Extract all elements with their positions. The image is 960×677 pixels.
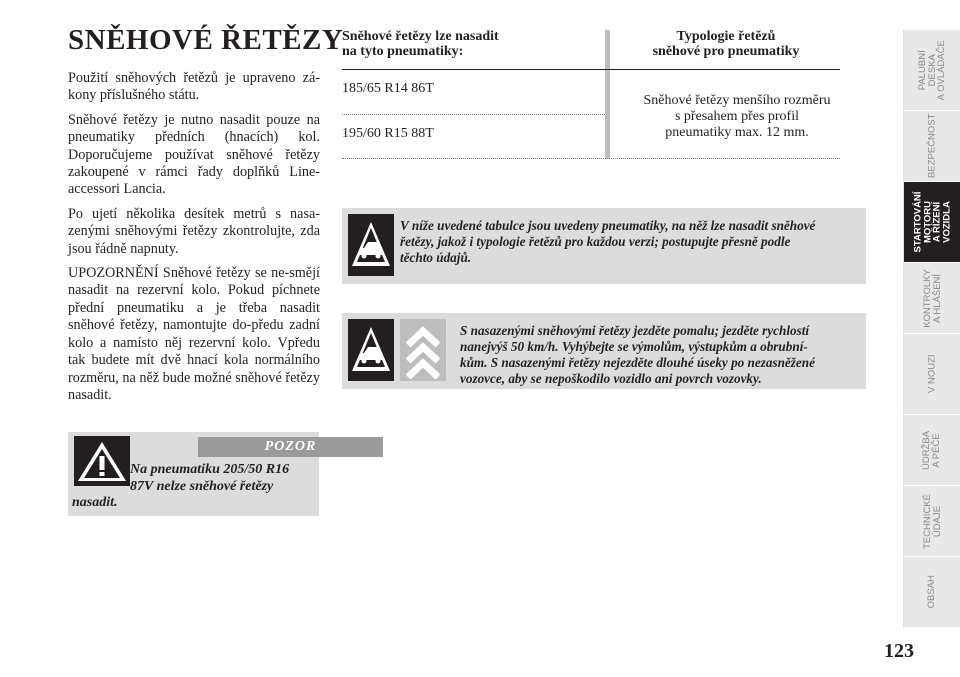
paragraph: Použití sněhových řetězů je upraveno zá-kony příslušného státu. bbox=[68, 70, 320, 104]
tab-bezpecnost[interactable] bbox=[903, 111, 960, 181]
tab-obsah[interactable] bbox=[903, 557, 960, 627]
page-number: 123 bbox=[884, 640, 914, 662]
warning-text: Na pneumatiku 205/50 R16 87V nelze sněhové řetězy nasadit. bbox=[72, 462, 290, 510]
table-cell-tyre: 185/65 R14 86T bbox=[342, 81, 434, 96]
tab-label: KONTROLKY A HLÁŠENÍ bbox=[921, 268, 943, 328]
table-header-rule bbox=[342, 69, 840, 70]
tab-label: TECHNICKÉ ÚDAJE bbox=[921, 493, 942, 549]
note-box bbox=[342, 208, 866, 284]
car-icon bbox=[348, 214, 394, 276]
tab-technicke-udaje[interactable] bbox=[903, 486, 960, 556]
tab-v-nouzi[interactable] bbox=[903, 334, 960, 414]
tab-palubni-deska[interactable] bbox=[903, 30, 960, 110]
page-title: SNĚHOVÉ ŘETĚZY bbox=[68, 24, 344, 56]
body-text bbox=[68, 70, 320, 411]
tab-label: STARTOVÁNÍ MOTORU A ŘÍZENÍ VOZIDLA bbox=[912, 191, 952, 253]
table-bottom-rule bbox=[342, 158, 840, 159]
tab-label: V NOUZI bbox=[926, 354, 938, 394]
tab-label: ÚDRŽBA A PÉČE bbox=[921, 430, 942, 470]
car-icon bbox=[348, 319, 394, 381]
tab-kontrolky[interactable] bbox=[903, 263, 960, 333]
tab-label: BEZPEČNOST bbox=[926, 113, 938, 179]
table-column-divider bbox=[605, 30, 610, 159]
note-text: S nasazenými sněhovými řetězy jezděte pomalu; jezděte rychlostí nanejvýš 50 km/h. Vyhýbejte se výmolům, výstupkům a obrubní- kům. S nasazenými řetězy nejezděte dlouhé úseky po nezasněžené vozovce, aby se nepoškodilo vozidlo ani povrch vozovky. bbox=[460, 323, 815, 386]
paragraph: UPOZORNĚNÍ Sněhové řetězy se ne-smějí nasadit na rezervní kolo. Pokud píchnete přední pneumatiku a je třeba nasadit sněhové řetězy, namontujte do-předu zadní kolo a namísto něj rezervní kolo. Vpředu tak budete mít dvě hnací kola normálního rozměru, na něž bude možné sněhové řetězy nasadit. bbox=[68, 265, 320, 403]
note-text: V níže uvedené tabulce jsou uvedeny pneumatiky, na něž lze nasadit sněhové řetězy, jakož i typologie řetězů pro každou verzi; postupujte přesně podle těchto údajů. bbox=[400, 218, 816, 265]
table-cell-chain-type: Sněhové řetězy menšího rozměru s přesahem přes profil pneumatiky max. 12 mm. bbox=[643, 93, 831, 140]
tab-udrzba[interactable] bbox=[903, 415, 960, 485]
paragraph: Po ujetí několika desítek metrů s nasa-zenými sněhovými řetězy zkontrolujte, zda jsou řádně napnuty. bbox=[68, 205, 320, 257]
tab-startovani-motoru[interactable] bbox=[903, 182, 960, 262]
paragraph: Sněhové řetězy je nutno nasadit pouze na pneumatiky předních (hnacích) kol. Doporučujeme používat sněhové řetězy zakoupené v rámci řady doplňků Line-accessori Lancia. bbox=[68, 111, 320, 198]
warning-label: POZOR bbox=[198, 437, 383, 457]
warning-box bbox=[68, 432, 319, 516]
chevron-up-icon bbox=[400, 319, 446, 381]
tab-label: PALUBNÍ DESKA A OVLÁDAČE bbox=[916, 39, 947, 101]
table-header-tyres: Sněhové řetězy lze nasadit na tyto pneumatiky: bbox=[342, 29, 499, 59]
tab-label: OBSAH bbox=[926, 575, 938, 609]
table-header-chain-type: Typologie řetězů sněhové pro pneumatiky bbox=[652, 29, 800, 59]
table-cell-tyre: 195/60 R15 88T bbox=[342, 126, 434, 141]
note-box bbox=[342, 313, 866, 389]
table-row-divider bbox=[342, 114, 605, 115]
